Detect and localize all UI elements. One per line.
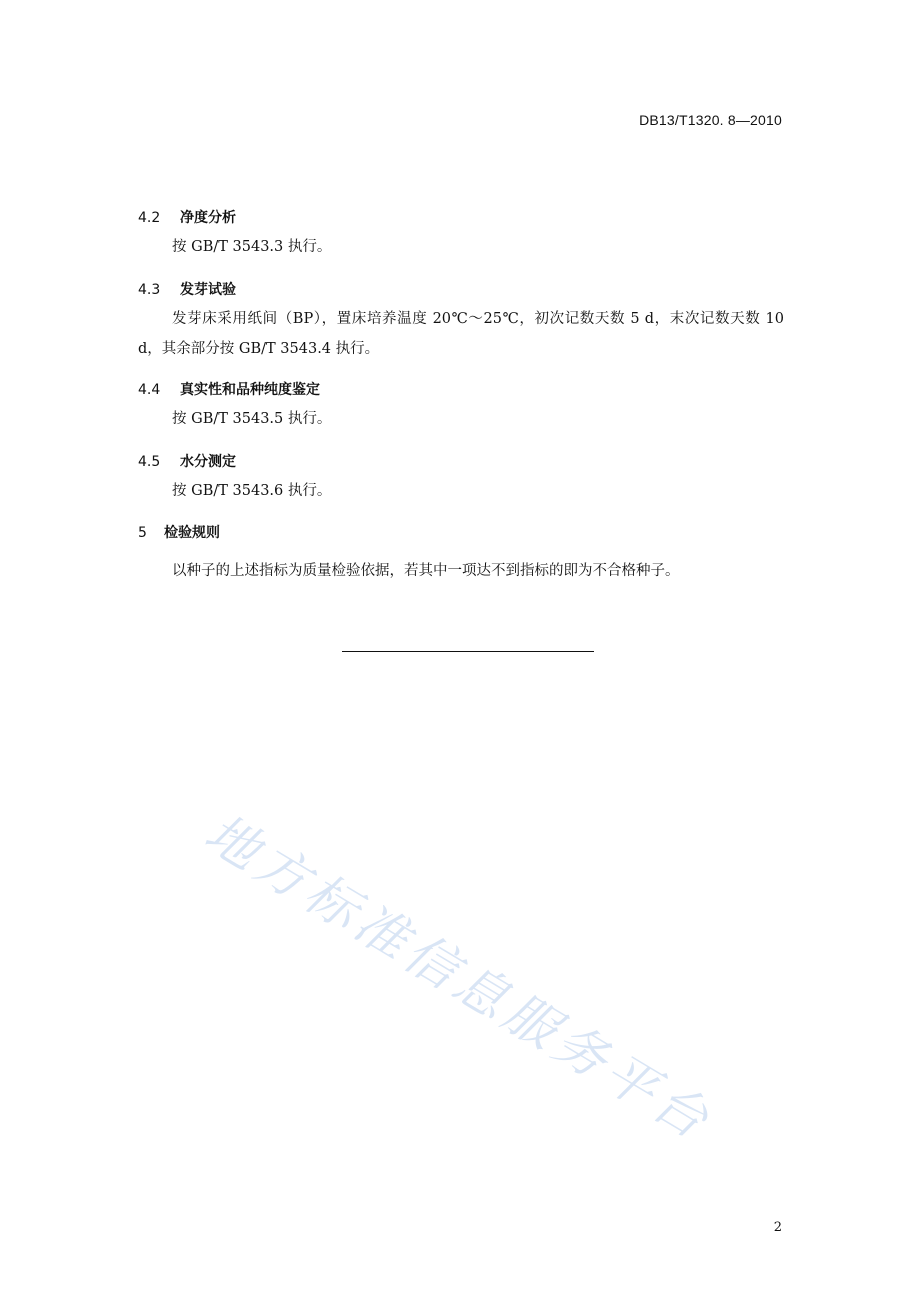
section-number: 4.2: [138, 210, 161, 226]
section-body-5: 以种子的上述指标为质量检验依据，若其中一项达不到指标的即为不合格种子。: [172, 563, 680, 579]
section-title: 净度分析: [180, 210, 236, 226]
section-heading-4-4: [138, 379, 320, 399]
section-heading-4-5: [138, 451, 236, 471]
section-body-4-4: 按 GB/T 3543.5 执行。: [172, 411, 332, 427]
section-title: 检验规则: [164, 525, 220, 541]
section-heading-4-3: [138, 279, 236, 299]
section-title: 水分测定: [180, 454, 236, 470]
page-number: 2: [773, 1220, 782, 1235]
section-number: 5: [138, 525, 147, 541]
document-code: DB13/T1320. 8—2010: [639, 112, 782, 128]
section-title: 发芽试验: [180, 282, 236, 298]
section-number: 4.3: [138, 282, 161, 298]
section-heading-4-2: [138, 207, 236, 227]
section-heading-5: [138, 522, 220, 542]
section-number: 4.5: [138, 454, 161, 470]
section-number: 4.4: [138, 382, 161, 398]
section-title: 真实性和品种纯度鉴定: [180, 382, 320, 398]
section-body-4-5: 按 GB/T 3543.6 执行。: [172, 483, 332, 499]
section-body-4-2: 按 GB/T 3543.3 执行。: [172, 239, 332, 255]
section-body-4-3: 发芽床采用纸间（BP），置床培养温度 20℃～25℃，初次记数天数 5 d，末次记数天数 10 d，其余部分按 GB/T 3543.4 执行。: [138, 311, 784, 357]
end-rule: [342, 651, 594, 652]
watermark: 地方标准信息服务平台: [194, 803, 723, 1154]
